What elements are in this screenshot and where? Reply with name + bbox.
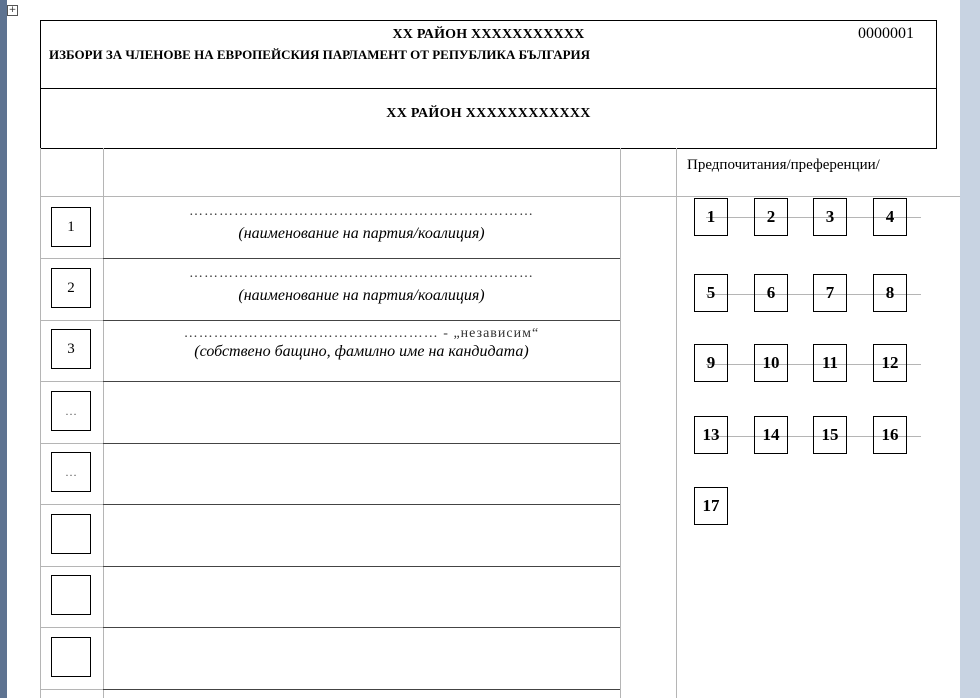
- preference-box[interactable]: 7: [813, 274, 847, 312]
- table-move-handle-icon[interactable]: +: [8, 5, 17, 15]
- row-number-box[interactable]: [51, 637, 91, 677]
- vertical-scrollbar[interactable]: [960, 0, 980, 698]
- fill-in-dots: ……………………………………………………………: [189, 204, 534, 219]
- row-number-box[interactable]: 1: [51, 207, 91, 247]
- candidate-caption: (собствено бащино, фамилно име на кандидата): [194, 343, 529, 360]
- window-left-edge: [0, 0, 7, 698]
- grid-line: [40, 320, 103, 321]
- row-number-box[interactable]: …: [51, 452, 91, 492]
- grid-line: [40, 689, 103, 690]
- grid-line: [40, 443, 103, 444]
- preference-box[interactable]: 4: [873, 198, 907, 236]
- candidate-entry: [104, 325, 619, 361]
- preference-box[interactable]: 11: [813, 344, 847, 382]
- row-divider: [103, 258, 620, 259]
- grid-line: [40, 196, 960, 197]
- row-divider: [103, 566, 620, 567]
- serial-number: 0000001: [858, 25, 914, 42]
- grid-line: [40, 566, 103, 567]
- row-divider: [103, 627, 620, 628]
- grid-line: [40, 148, 41, 698]
- grid-line: [40, 627, 103, 628]
- fill-in-dots: ……………………………………………………………: [189, 266, 534, 281]
- preferences-title: Предпочитания/преференции/: [687, 157, 880, 173]
- preference-box[interactable]: 16: [873, 416, 907, 454]
- ballot-subheader: [40, 86, 937, 149]
- row-number-box[interactable]: 3: [51, 329, 91, 369]
- row-number-box[interactable]: [51, 575, 91, 615]
- preference-box[interactable]: 13: [694, 416, 728, 454]
- row-divider: [103, 320, 620, 321]
- preference-box[interactable]: 8: [873, 274, 907, 312]
- party-entry: [104, 203, 619, 243]
- preference-box[interactable]: 14: [754, 416, 788, 454]
- subheader-district: XX РАЙОН XXXXXXXXXXXX: [386, 106, 591, 121]
- preference-box[interactable]: 17: [694, 487, 728, 525]
- preference-box[interactable]: 10: [754, 344, 788, 382]
- fill-in-dots: …………………………………………… - „независим“: [183, 326, 540, 341]
- preference-box[interactable]: 2: [754, 198, 788, 236]
- grid-line: [40, 504, 103, 505]
- grid-line: [40, 258, 103, 259]
- party-caption: (наименование на партия/коалиция): [238, 287, 485, 304]
- preference-box[interactable]: 5: [694, 274, 728, 312]
- preference-box[interactable]: 9: [694, 344, 728, 382]
- preference-box[interactable]: 3: [813, 198, 847, 236]
- grid-line: [620, 148, 621, 698]
- row-divider: [103, 504, 620, 505]
- row-divider: [103, 443, 620, 444]
- district-title: XX РАЙОН XXXXXXXXXXX: [392, 27, 585, 42]
- party-entry: [104, 265, 619, 305]
- party-caption: (наименование на партия/коалиция): [238, 225, 485, 242]
- row-divider: [103, 381, 620, 382]
- grid-line: [676, 148, 677, 698]
- grid-line: [40, 381, 103, 382]
- election-title: ИЗБОРИ ЗА ЧЛЕНОВЕ НА ЕВРОПЕЙСКИЯ ПАРЛАМЕНТ ОТ РЕПУБЛИКА БЪЛГАРИЯ: [49, 47, 591, 62]
- row-number-box[interactable]: 2: [51, 268, 91, 308]
- row-number-box[interactable]: …: [51, 391, 91, 431]
- preference-box[interactable]: 6: [754, 274, 788, 312]
- row-number-box[interactable]: [51, 514, 91, 554]
- preference-box[interactable]: 12: [873, 344, 907, 382]
- row-divider: [103, 689, 620, 690]
- preference-box[interactable]: 1: [694, 198, 728, 236]
- document-page: [7, 0, 960, 698]
- preference-box[interactable]: 15: [813, 416, 847, 454]
- ballot-header: [40, 20, 937, 89]
